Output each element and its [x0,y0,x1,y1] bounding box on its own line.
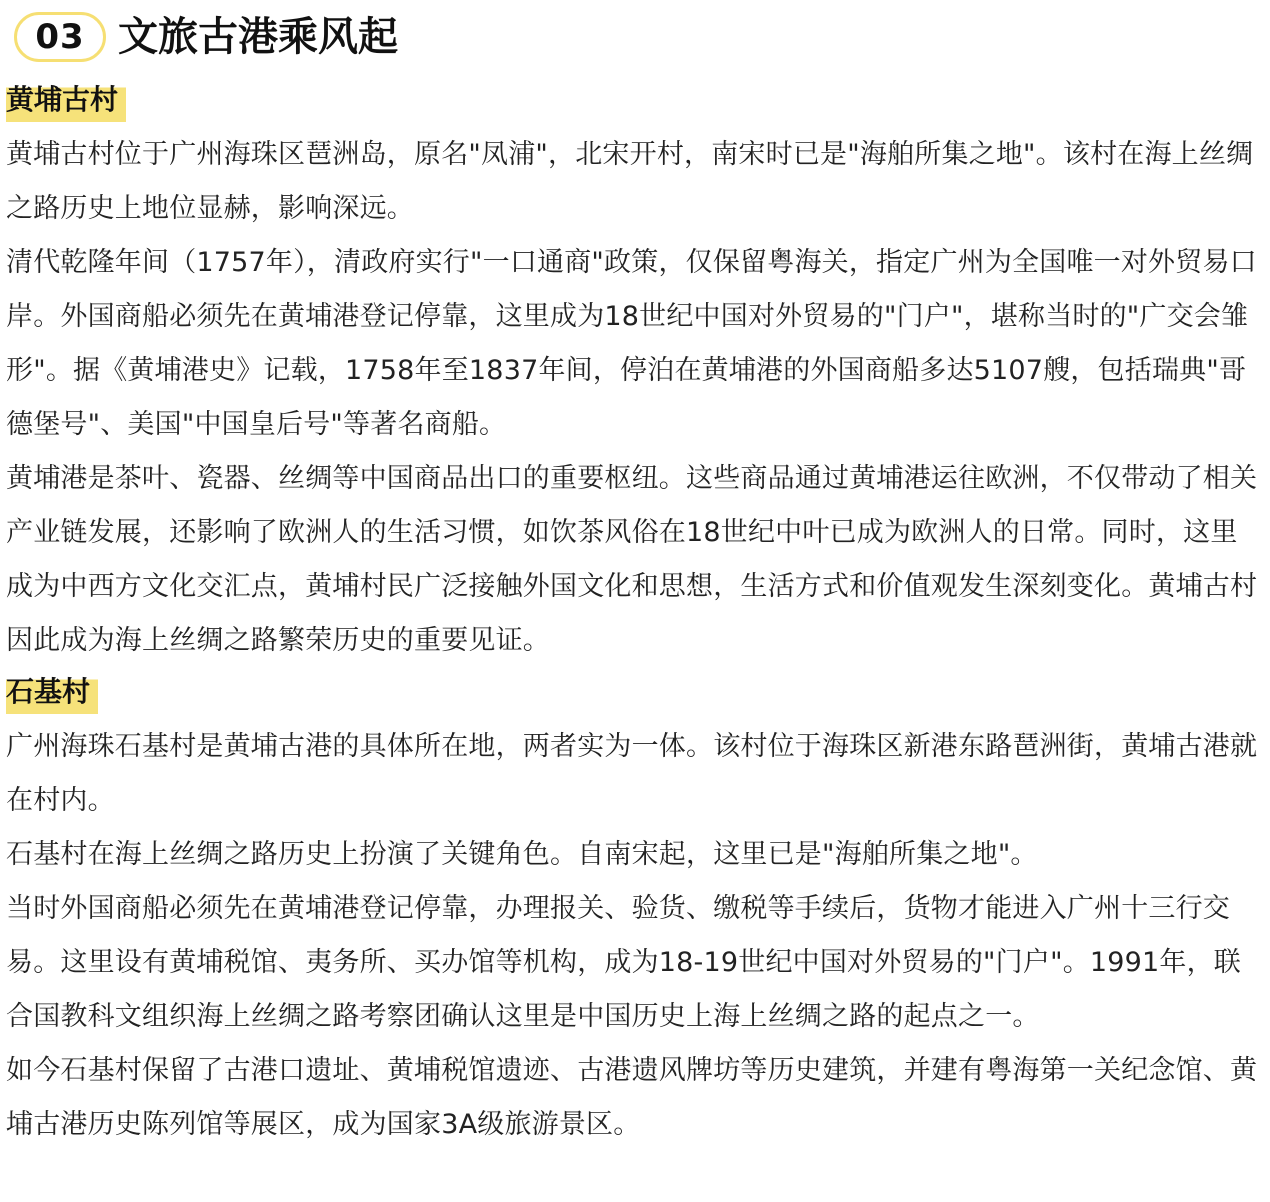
paragraph: 当时外国商船必须先在黄埔港登记停靠，办理报关、验货、缴税等手续后，货物才能进入广州十三行交易。这里设有黄埔税馆、夷务所、买办馆等机构，成为18-19世纪中国对外贸易的"门户"。1991年，联合国教科文组织海上丝绸之路考察团确认这里是中国历史上海上丝绸之路的起点之一。 [6,893,1242,1032]
subheading-huangpu-village: 黄埔古村 [6,78,126,122]
section-huangpu-village [6,76,1258,668]
paragraph: 石基村在海上丝绸之路历史上扮演了关键角色。自南宋起，这里已是"海舶所集之地"。 [6,839,1038,870]
paragraph: 黄埔古村位于广州海珠区琶洲岛，原名"凤浦"，北宋开村，南宋时已是"海舶所集之地"。该村在海上丝绸之路历史上地位显赫，影响深远。 [6,139,1254,224]
section-number-badge: 03 [14,12,106,62]
paragraph: 黄埔港是茶叶、瓷器、丝绸等中国商品出口的重要枢纽。这些商品通过黄埔港运往欧洲，不仅带动了相关产业链发展，还影响了欧洲人的生活习惯，如饮茶风俗在18世纪中叶已成为欧洲人的日常。同时，这里成为中西方文化交汇点，黄埔村民广泛接触外国文化和思想，生活方式和价值观发生深刻变化。黄埔古村因此成为海上丝绸之路繁荣历史的重要见证。 [6,463,1258,656]
paragraph: 如今石基村保留了古港口遗址、黄埔税馆遗迹、古港遗风牌坊等历史建筑，并建有粤海第一关纪念馆、黄埔古港历史陈列馆等展区，成为国家3A级旅游景区。 [6,1055,1258,1140]
section-title: 文旅古港乘风起 [118,14,398,60]
subheading-shiji-village: 石基村 [6,670,98,714]
paragraph: 广州海珠石基村是黄埔古港的具体所在地，两者实为一体。该村位于海珠区新港东路琶洲街，黄埔古港就在村内。 [6,731,1258,816]
paragraph: 清代乾隆年间（1757年），清政府实行"一口通商"政策，仅保留粤海关，指定广州为全国唯一对外贸易口岸。外国商船必须先在黄埔港登记停靠，这里成为18世纪中国对外贸易的"门户"，堪称当时的"广交会雏形"。据《黄埔港史》记载，1758年至1837年间，停泊在黄埔港的外国商船多达5107艘，包括瑞典"哥德堡号"、美国"中国皇后号"等著名商船。 [6,247,1257,440]
section-shiji-village [6,668,1258,1152]
section-header [14,6,1258,68]
